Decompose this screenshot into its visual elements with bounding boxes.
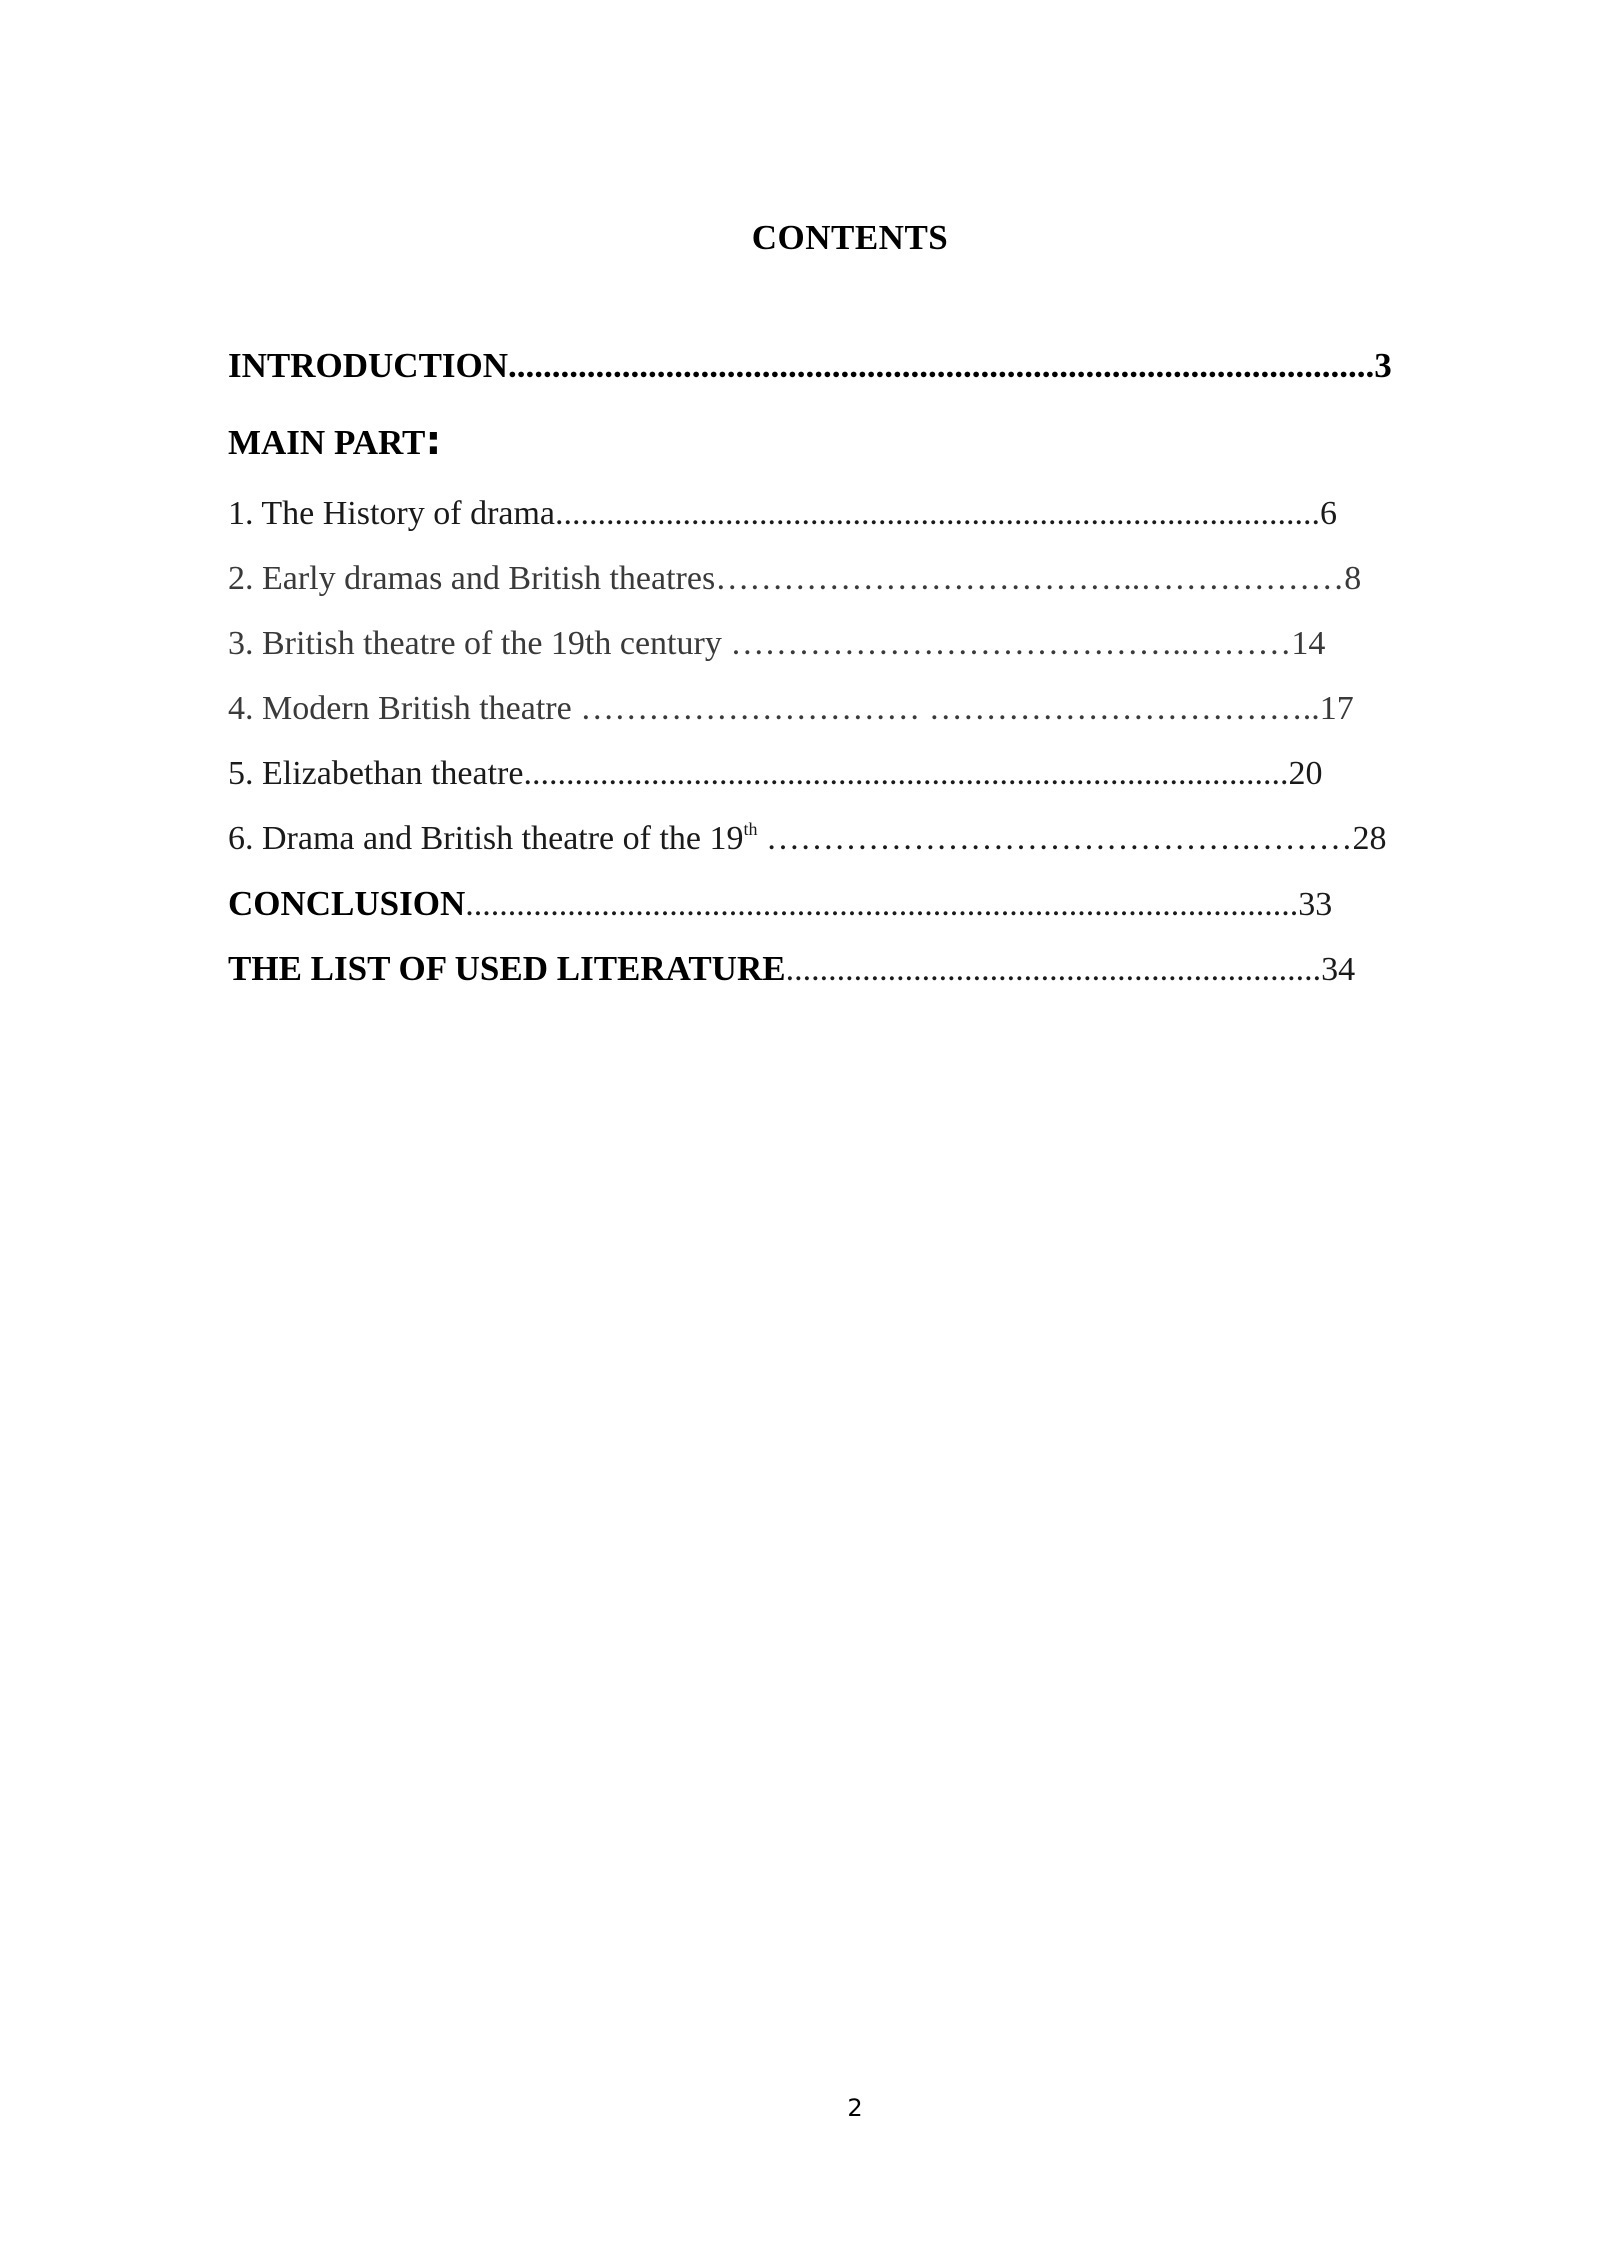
toc-main-part-heading (228, 418, 441, 464)
toc-conclusion-leader: ..................................................................................................33 (465, 886, 1333, 923)
toc-item-6-superscript: th (743, 819, 758, 839)
toc-item-2[interactable]: 2. Early dramas and British theatres………………………………..………………8 (228, 560, 1362, 597)
toc-item-6-prefix: 6. Drama and British theatre of the 19 (228, 820, 744, 857)
main-part-colon: : (425, 418, 442, 464)
toc-conclusion-label: CONCLUSION (228, 884, 466, 923)
toc-item-4[interactable]: 4. Modern British theatre ………………………… ……………………………..17 (228, 690, 1354, 727)
toc-literature-leader: ...............................................................34 (785, 951, 1356, 988)
toc-literature-label: THE LIST OF USED LITERATURE (228, 949, 786, 988)
main-part-label: MAIN PART (228, 423, 426, 462)
toc-item-3[interactable]: 3. British theatre of the 19th century …………………………………..………14 (228, 625, 1326, 662)
toc-item-6-suffix: …………………………………….………28 (757, 820, 1387, 857)
toc-introduction[interactable]: INTRODUCTION...................................................................................................3 (228, 346, 1392, 385)
toc-item-1[interactable]: 1. The History of drama..........................................................................................6 (228, 495, 1338, 532)
page-number: 2 (847, 2094, 863, 2122)
toc-item-5[interactable]: 5. Elizabethan theatre..........................................................................................20 (228, 755, 1323, 792)
page-title: CONTENTS (751, 218, 949, 257)
toc-item-6[interactable] (228, 819, 1387, 859)
toc-literature[interactable] (228, 949, 1355, 990)
toc-conclusion[interactable] (228, 884, 1332, 925)
